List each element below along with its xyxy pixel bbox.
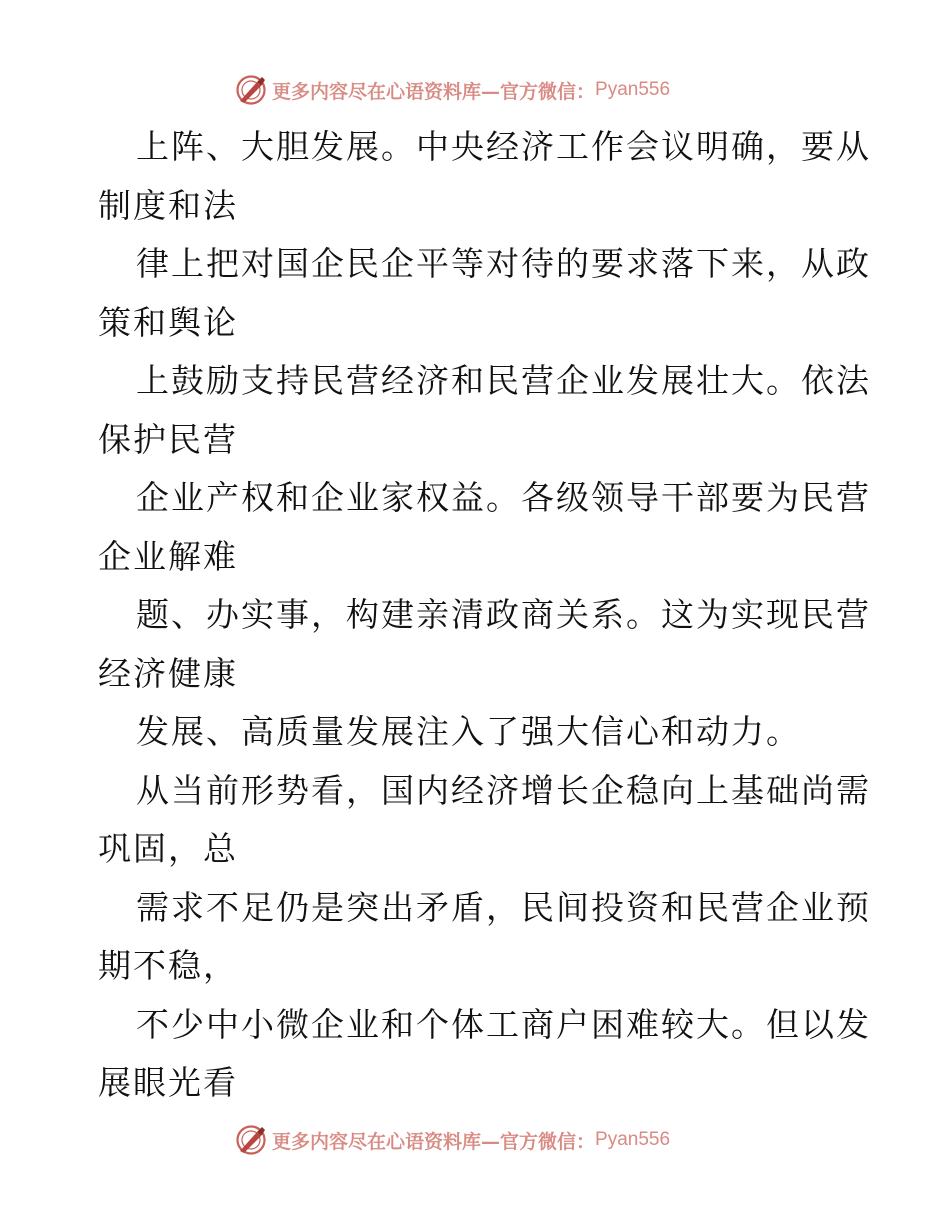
text-line: 题、办实事，构建亲清政商关系。这为实现民营 [136, 595, 871, 634]
text-line: 需求不足仍是突出矛盾，民间投资和民营企业预 [136, 887, 871, 927]
text-line: 发展、高质量发展注入了强大信心和动力。 [136, 712, 801, 751]
footer-watermark [234, 1122, 670, 1158]
watermark-account: Pyan556 [595, 79, 671, 100]
watermark-text: 更多内容尽在心语资料库—官方微信： [272, 80, 596, 103]
text-line: 上鼓励支持民营经济和民营企业发展壮大。依法 [136, 361, 871, 400]
text-line: 企业产权和企业家权益。各级领导干部要为民营 [136, 478, 871, 517]
text-line: 不少中小微企业和个体工商户困难较大。但以发 [136, 1004, 871, 1044]
text-line: 保护民营 [98, 419, 238, 459]
text-line: 制度和法 [98, 185, 238, 225]
text-line: 上阵、大胆发展。中央经济工作会议明确，要从 [136, 127, 871, 166]
logo-icon [234, 73, 268, 107]
document-body [98, 118, 871, 1113]
logo-icon [234, 1123, 268, 1157]
text-line: 巩固，总 [98, 829, 238, 868]
watermark-text: 更多内容尽在心语资料库—官方微信： [272, 1130, 596, 1153]
header-watermark [234, 72, 670, 108]
text-line: 经济健康 [98, 653, 238, 693]
text-line: 律上把对国企民企平等对待的要求落下来，从政 [136, 244, 871, 283]
text-line: 从当前形势看，国内经济增长企稳向上基础尚需 [136, 770, 871, 810]
watermark-account: Pyan556 [595, 1129, 671, 1150]
text-line: 期不稳， [98, 946, 238, 985]
text-line: 企业解难 [98, 536, 238, 576]
text-line: 展眼光看 [98, 1063, 238, 1102]
text-line: 策和舆论 [98, 302, 238, 342]
